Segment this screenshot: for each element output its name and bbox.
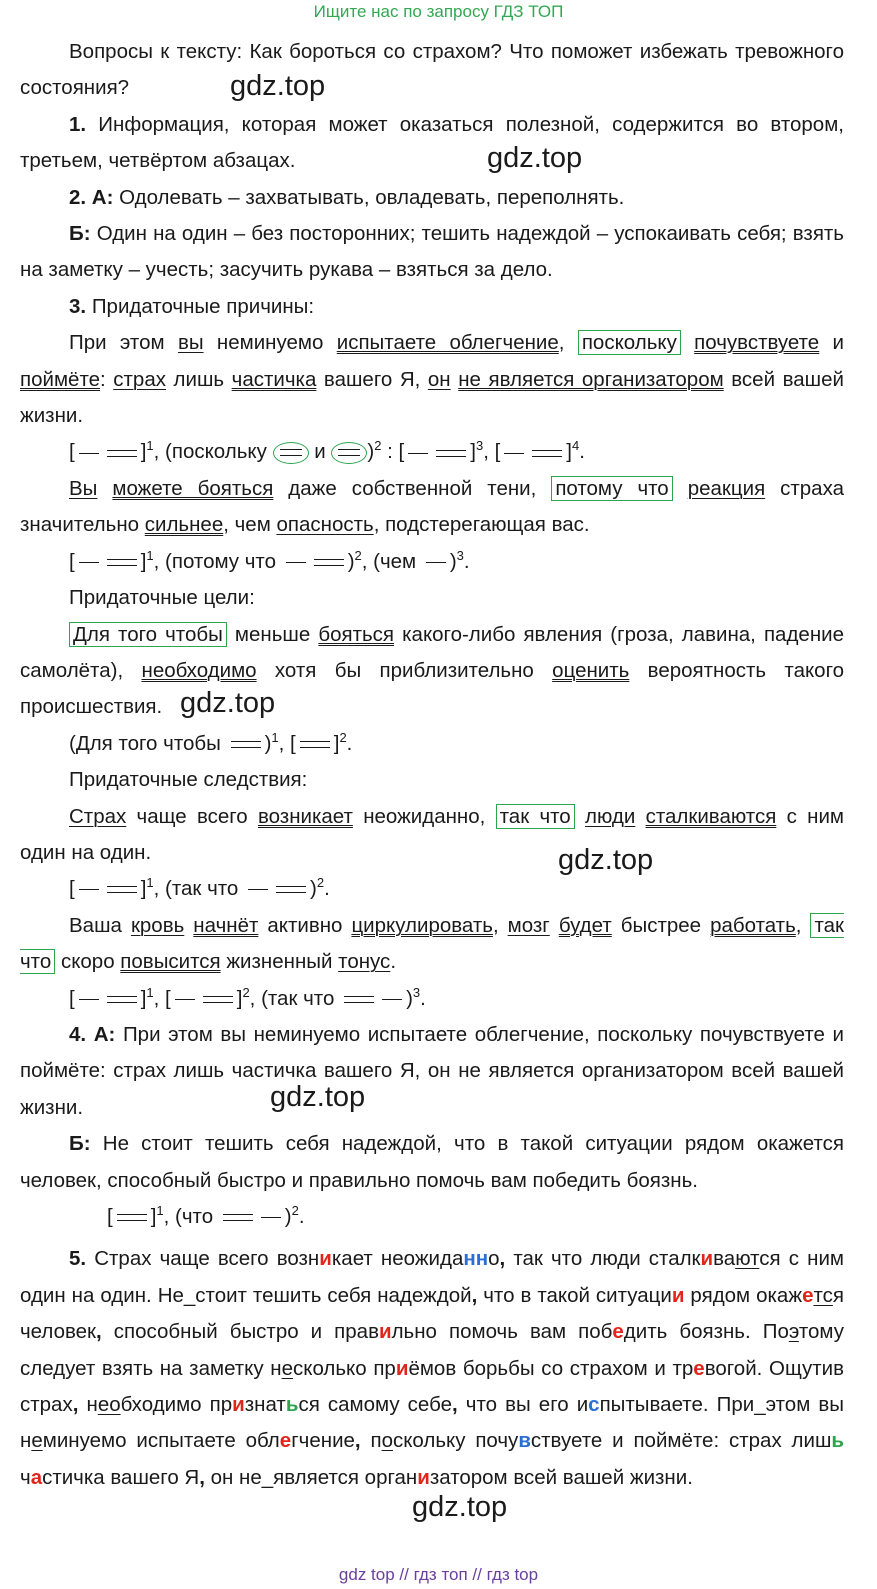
answer-3-heading xyxy=(20,289,844,325)
cause-sentence-2: Вы можете бояться даже собственной тени, потому что реакция страха значительно сильнее, чем опасность, подстерегающая вас. xyxy=(20,476,845,537)
document-body xyxy=(20,34,844,1496)
consequence-sentence-2: Ваша кровь начнёт активно циркулировать, мозг будет быстрее работать, так что скоро повысится жизненный тонус. xyxy=(20,913,844,974)
answer-1-number: 1. xyxy=(69,112,87,136)
scheme-cause-2: [ ]$^1$, (потому что )$^2$, (чем )$^3$. xyxy=(69,547,470,573)
scheme-purpose: (Для того чтобы )$^1$, [ ]$^2$. xyxy=(69,729,353,755)
conjunction-box: так что xyxy=(496,804,575,829)
cause-sentence-1: При этом вы неминуемо испытаете облегчение, поскольку почувствуете и поймёте: страх лишь частичка вашего Я, он не является организатором всей вашей жизни. xyxy=(20,331,844,428)
answer-4b-label: Б: xyxy=(69,1132,91,1156)
answer-4b-text: Не стоит тешить себя надеждой, что в такой ситуации рядом окажется человек, способный быстро и правильно помочь вам победить боязнь. xyxy=(20,1132,845,1192)
answer-2a xyxy=(20,180,844,216)
answer-4a-text: При этом вы неминуемо испытаете облегчение, поскольку почувствуете и поймёте: страх лишь частичка вашего Я, он не является организатором всей вашей жизни. xyxy=(20,1022,844,1119)
answer-2a-number: 2. А: xyxy=(69,185,114,209)
predicate-oval-icon xyxy=(273,442,309,464)
intro-paragraph: Вопросы к тексту: Как бороться со страхом? Что поможет избежать тревожного состояния? xyxy=(20,40,844,100)
consequence-heading: Придаточные следствия: xyxy=(69,768,308,792)
consequence-sentence-1: Страх чаще всего возникает неожиданно, так что люди сталкиваются с ним один на один. xyxy=(20,804,844,864)
answer-2b xyxy=(20,216,844,289)
watermark: gdz.top xyxy=(230,70,326,102)
conjunction-box: Для того чтобы xyxy=(69,622,227,647)
answer-4a xyxy=(20,1017,844,1126)
answer-4a-number: 4. А: xyxy=(69,1022,116,1046)
conjunction-box: поскольку xyxy=(578,330,681,355)
answer-2b-label: Б: xyxy=(69,222,91,246)
watermark: gdz.top xyxy=(270,1081,366,1113)
purpose-sentence: Для того чтобы меньше бояться какого-либо явления (гроза, лавина, падение самолёта), необходимо хотя бы приблизительно оценить вероятность такого происшествия. xyxy=(20,622,845,719)
header-banner: Ищите нас по запросу ГДЗ ТОП xyxy=(313,2,564,21)
watermark: gdz.top xyxy=(180,687,276,719)
predicate-oval-icon xyxy=(331,442,367,464)
scheme-consequence-1: [ ]$^1$, (так что )$^2$. xyxy=(69,875,330,901)
answer-5-number: 5. xyxy=(69,1247,87,1271)
purpose-heading: Придаточные цели: xyxy=(69,586,255,610)
footer-links: gdz top // гдз топ // гдз top xyxy=(338,1565,539,1584)
watermark: gdz.top xyxy=(412,1491,508,1523)
answer-3-number: 3. xyxy=(69,294,87,318)
answer-2a-text: Одолевать – захватывать, овладевать, переполнять. xyxy=(119,185,625,209)
scheme-consequence-2: [ ]$^1$, [ ]$^2$, (так что )$^3$. xyxy=(69,984,426,1010)
watermark: gdz.top xyxy=(487,142,583,174)
answer-3-heading-text: Придаточные причины: xyxy=(91,294,315,318)
answer-4b xyxy=(20,1126,844,1199)
watermark: gdz.top xyxy=(558,844,654,876)
conjunction-box: потому что xyxy=(551,476,672,501)
answer-1-text: Информация, которая может оказаться полезной, содержится во втором, третьем, четвёртом абзацах. xyxy=(20,112,844,173)
conjunction-box: так что xyxy=(20,913,844,974)
answer-5: 5. Страх чаще всего возникает неожиданно, так что люди сталкиваются с ним один на один. Не_стоит тешить себя надеждой, что в такой ситуации рядом окажется человек, способный быстро и правильно помочь вам победить боязнь. Поэтому следует взять на заметку несколько приёмов борьбы со страхом и тревогой. Ощутив страх, необходимо признаться самому себе, что вы его испытываете. При_этом вы неминуемо испытаете облегчение, поскольку почувствуете и поймёте: страх лишь частичка вашего Я, он не_является организатором всей вашей жизни. xyxy=(20,1247,845,1489)
answer-2b-text: Один на один – без посторонних; тешить надеждой – успокаивать себя; взять на заметку – учесть; засучить рукава – взяться за дело. xyxy=(20,222,844,282)
scheme-cause-1: [ ]$^1$, (поскольку и )$^2$ : [ ]$^3$, [ ]$^4$. xyxy=(69,438,585,464)
answer-1 xyxy=(20,107,844,180)
scheme-4b: [ ]$^1$, (что )$^2$. xyxy=(107,1203,305,1228)
